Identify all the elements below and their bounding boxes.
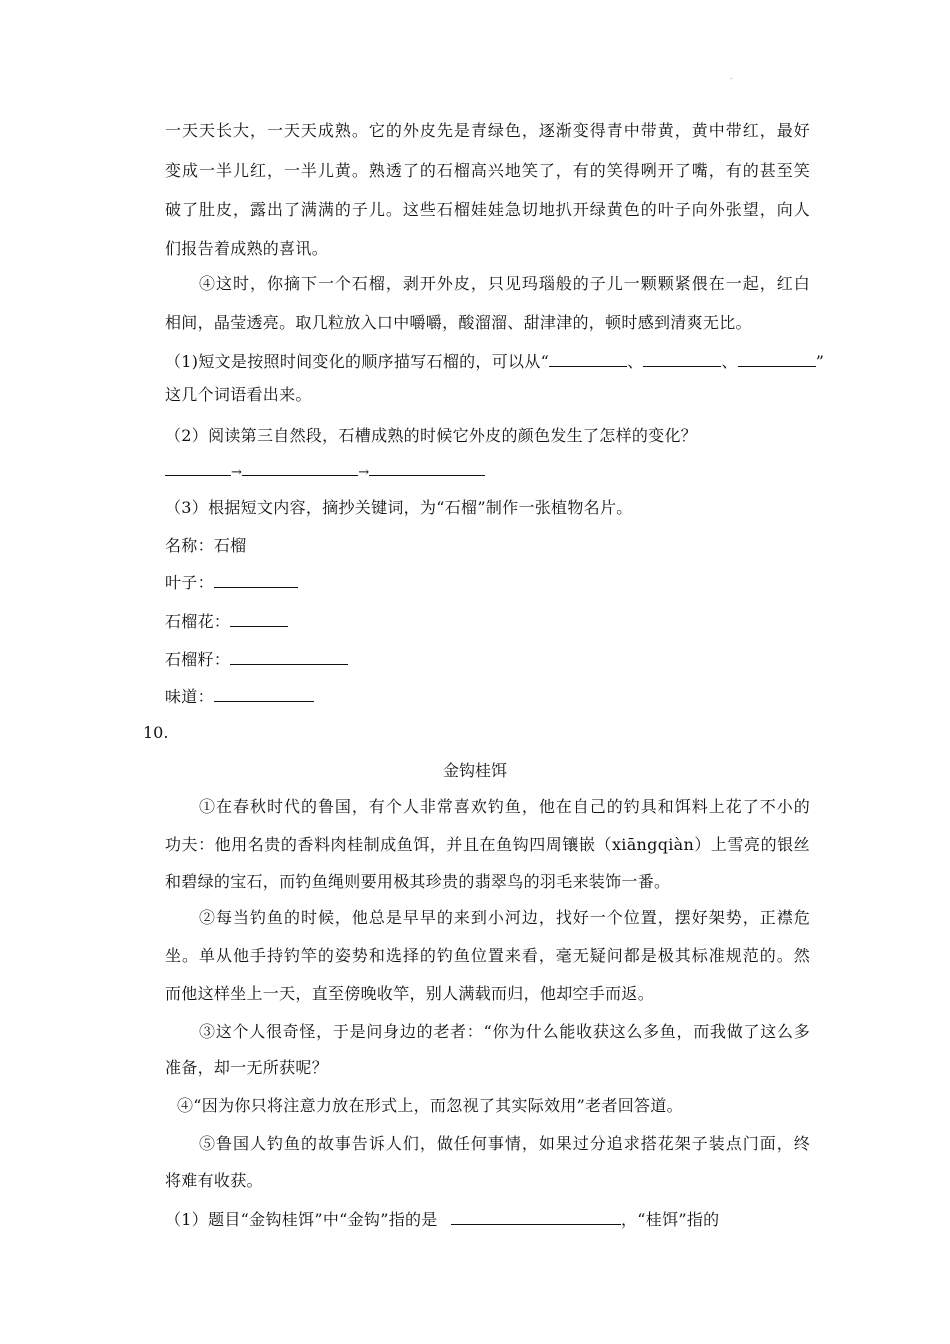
question-10-1-prefix: （1）题目“金钩桂饵”中“金钩”指的是 — [165, 1210, 438, 1229]
passage-line: 相间，晶莹透亮。取几粒放入口中嚼嚼，酸溜溜、甜津津的，顿时感到清爽无比。 — [165, 313, 752, 332]
color-blank-3[interactable] — [369, 459, 485, 476]
passage-line: 破了肚皮，露出了满满的子儿。这些石榴娃娃急切地扒开绿黄色的叶子向外张望，向人 — [165, 200, 810, 219]
answer-blank-3[interactable] — [738, 350, 816, 367]
passage-line: 准备，却一无所获呢？ — [165, 1058, 329, 1077]
question-10-1 — [165, 1208, 810, 1231]
seed-blank[interactable] — [230, 648, 348, 665]
answer-blank-2[interactable] — [643, 350, 721, 367]
passage-line: ②每当钓鱼的时候，他总是早早的来到小河边，找好一个位置，摆好架势，正襟危 — [199, 908, 810, 927]
separator: 、 — [627, 352, 644, 371]
passage-line: 一天天长大，一天天成熟。它的外皮先是青绿色，逐渐变得青中带黄，黄中带红，最好 — [165, 121, 810, 140]
question-number: 10. — [143, 723, 169, 742]
taste-label: 味道： — [165, 687, 214, 706]
passage-line: ④这时，你摘下一个石榴，剥开外皮，只见玛瑙般的子儿一颗颗紧偎在一起，红白 — [199, 274, 810, 293]
answer-blank-1[interactable] — [549, 350, 627, 367]
passage-line: ④“因为你只将注意力放在形式上，而忽视了其实际效用”老者回答道。 — [177, 1096, 683, 1115]
question-1-prefix: （1)短文是按照时间变化的顺序描写石榴的，可以从“ — [165, 352, 550, 371]
leaf-blank[interactable] — [214, 571, 298, 588]
card-taste — [165, 685, 810, 708]
color-blank-2[interactable] — [242, 459, 358, 476]
question-2: （2）阅读第三自然段，石槽成熟的时候它外皮的颜色发生了怎样的变化？ — [165, 426, 698, 445]
card-seed — [165, 648, 810, 671]
flower-label: 石榴花： — [165, 612, 231, 631]
arrow-icon: → — [231, 465, 243, 480]
passage-line: 和碧绿的宝石，而钓鱼绳则要用极其珍贵的翡翠鸟的羽毛来装饰一番。 — [165, 872, 671, 891]
question-1-suffix: ” — [815, 352, 825, 371]
color-blank-1[interactable] — [165, 459, 231, 476]
passage-line: ⑤鲁国人钓鱼的故事告诉人们，做任何事情，如果过分追求搭花架子装点门面，终 — [199, 1134, 810, 1153]
passage-title: 金钩桂饵 — [442, 761, 507, 780]
passage-line: 功夫：他用名贵的香料肉桂制成鱼饵，并且在鱼钩四周镶嵌（xiāngqiàn）上雪亮的银丝 — [165, 835, 810, 854]
card-name: 名称：石榴 — [165, 536, 247, 555]
taste-blank[interactable] — [214, 685, 314, 702]
card-flower — [165, 610, 810, 633]
flower-blank[interactable] — [230, 610, 288, 627]
question-1-line2: 这几个词语看出来。 — [165, 385, 312, 404]
question-3: （3）根据短文内容，摘抄关键词，为“石榴”制作一张植物名片。 — [165, 498, 633, 517]
question-2-answer-row — [165, 459, 810, 484]
passage-line: 变成一半儿红，一半儿黄。熟透了的石榴高兴地笑了，有的笑得咧开了嘴，有的甚至笑 — [165, 161, 810, 180]
passage-line: ①在春秋时代的鲁国，有个人非常喜欢钓鱼，他在自己的钓具和饵料上花了不小的 — [199, 797, 810, 816]
passage-line: ③这个人很奇怪，于是问身边的老者：“你为什么能收获这么多鱼，而我做了这么多 — [199, 1022, 810, 1041]
separator: 、 — [721, 352, 738, 371]
passage-line: 们报告着成熟的喜讯。 — [165, 239, 329, 258]
arrow-icon: → — [358, 465, 370, 480]
leaf-label: 叶子： — [165, 573, 214, 592]
seed-label: 石榴籽： — [165, 650, 231, 669]
passage-line: 将难有收获。 — [165, 1171, 263, 1190]
card-leaf — [165, 571, 810, 594]
question-1 — [165, 350, 825, 373]
question-10-1-mid: ，“桂饵”指的 — [621, 1210, 720, 1229]
jingou-blank[interactable] — [451, 1208, 621, 1225]
passage-line: 而他这样坐上一天，直至傍晚收竿，别人满载而归，他却空手而返。 — [165, 984, 655, 1003]
passage-line: 坐。单从他手持钓竿的姿势和选择的钓鱼位置来看，毫无疑问都是极其标准规范的。然 — [165, 946, 810, 965]
corner-mark: . — [730, 72, 733, 81]
